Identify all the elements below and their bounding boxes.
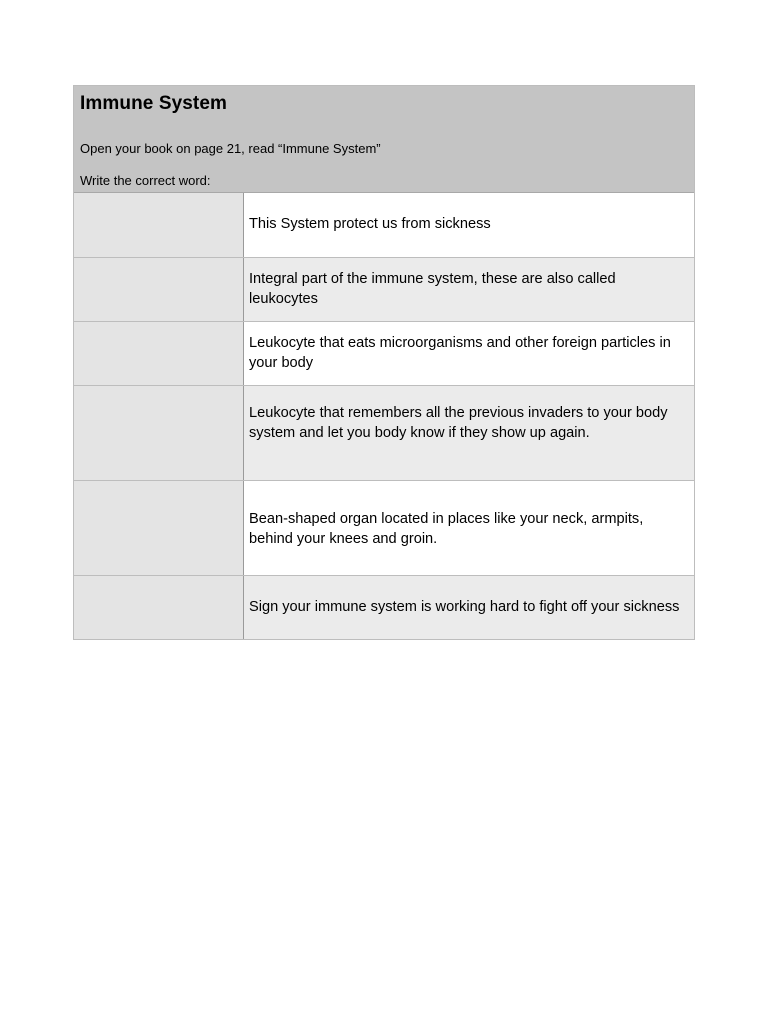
clue-cell: Sign your immune system is working hard to fight off your sickness	[244, 576, 694, 639]
reading-instruction: Open your book on page 21, read “Immune System”	[80, 141, 381, 156]
worksheet-table	[73, 85, 695, 640]
clue-cell: This System protect us from sickness	[244, 193, 694, 257]
answer-cell[interactable]	[74, 258, 244, 321]
clue-cell: Leukocyte that remembers all the previous invaders to your body system and let you body know if they show up again.	[244, 386, 694, 480]
answer-cell[interactable]	[74, 322, 244, 385]
answer-cell[interactable]	[74, 386, 244, 480]
clue-rows	[74, 193, 694, 639]
answer-cell[interactable]	[74, 193, 244, 257]
table-row	[74, 193, 694, 257]
clue-cell: Integral part of the immune system, these are also called leukocytes	[244, 258, 694, 321]
table-row	[74, 575, 694, 639]
table-row	[74, 257, 694, 321]
worksheet-title: Immune System	[80, 93, 228, 114]
table-row	[74, 480, 694, 575]
answer-instruction: Write the correct word:	[80, 173, 211, 188]
table-row	[74, 385, 694, 480]
clue-cell: Bean-shaped organ located in places like your neck, armpits, behind your knees and groin.	[244, 481, 694, 575]
answer-cell[interactable]	[74, 576, 244, 639]
answer-cell[interactable]	[74, 481, 244, 575]
clue-cell: Leukocyte that eats microorganisms and other foreign particles in your body	[244, 322, 694, 385]
table-row	[74, 321, 694, 385]
worksheet-header	[74, 86, 694, 193]
